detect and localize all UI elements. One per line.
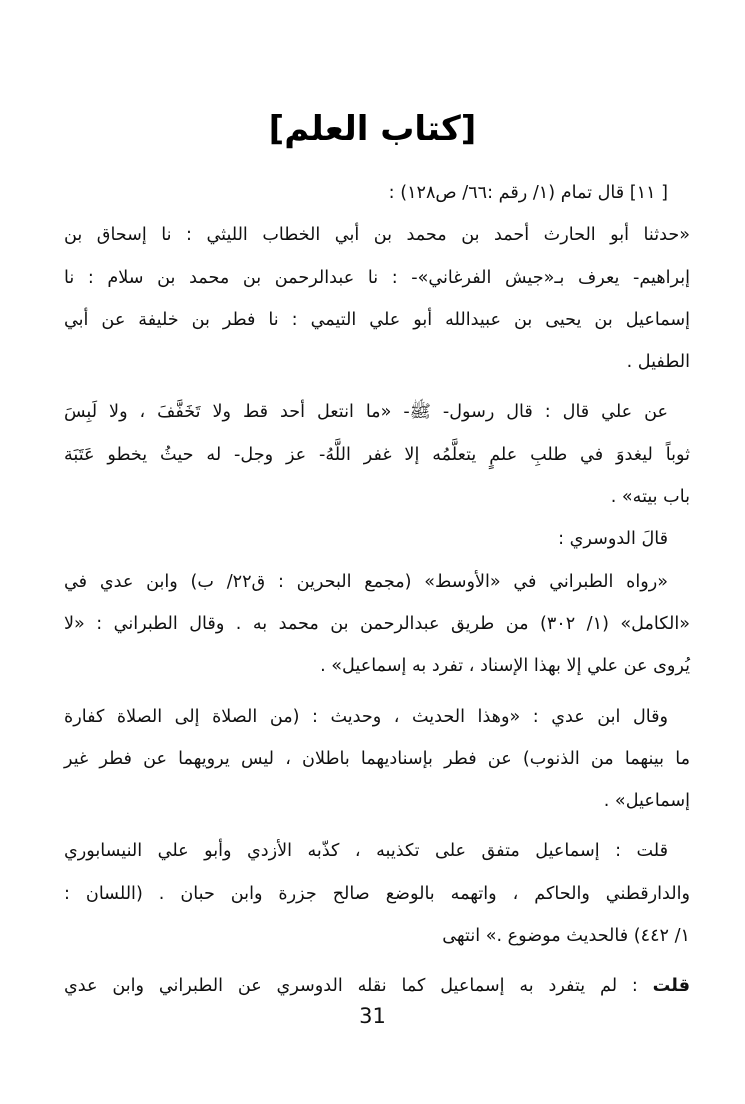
text-line: ما بينهما من الذنوب) عن فطر بإسناديهما باطلان ، ليس يرويهما عن فطر غير [64, 748, 690, 769]
paragraph-gap [64, 822, 690, 830]
text-line: «حدثنا أبو الحارث أحمد بن محمد بن أبي الخطاب الليثي : نا إسحاق بن [64, 225, 690, 246]
text-line: ١/ ٤٤٢) فالحديث موضوع .» انتهى [442, 926, 690, 947]
text-line: إسماعيل بن يحيى بن عبيدالله أبو علي التيمي : نا فطر بن خليفة عن أبي [64, 309, 690, 330]
grading-paragraph [64, 830, 690, 957]
dosari-header [64, 518, 690, 560]
note-lead-word: قلت [652, 976, 690, 997]
text-line: وقال ابن عدي : «وهذا الحديث ، وحديث : (من الصلاة إلى الصلاة كفارة [64, 706, 668, 727]
takhrij-paragraph [64, 561, 690, 688]
note-line-text: : لم يتفرد به إسماعيل كما نقله الدوسري عن الطبراني وابن عدي [64, 976, 653, 997]
isnad-paragraph [64, 214, 690, 383]
text-line: [ ١١] قال تمام (١/ رقم :٦٦/ ص١٢٨) : [388, 183, 668, 203]
text-line: يُروى عن علي إلا بهذا الإسناد ، تفرد به إسماعيل» . [320, 656, 690, 677]
text-line: «الكامل» (١/ ٣٠٢) من طريق عبدالرحمن بن محمد به . وقال الطبراني : «لا [64, 613, 690, 634]
page-number: 31 [359, 1004, 386, 1028]
text-line: ثوباً ليغدوَ في طلبِ علمٍ يتعلَّمُه إلا غفر اللَّهُ- عز وجل- له حيثُ يخطو عَتَبَة [64, 444, 690, 465]
text-line: قالَ الدوسري : [558, 529, 668, 550]
text-line: باب بيته» . [610, 487, 690, 508]
text-line: «رواه الطبراني في «الأوسط» (مجمع البحرين : ق٢٢/ ب) وابن عدي في [64, 571, 668, 592]
paragraph-gap [64, 957, 690, 965]
text-line: إسماعيل» . [603, 791, 690, 812]
paragraph-gap [64, 688, 690, 696]
text-line: قلت : إسماعيل متفق على تكذيبه ، كذّبه الأزدي وأبو علي النيسابوري [64, 841, 668, 862]
entry-header [64, 172, 690, 214]
text-line: والدارقطني والحاكم ، واتهمه بالوضع صالح جزرة وابن حبان . (اللسان : [64, 883, 690, 904]
text-line: الطفيل . [626, 352, 690, 373]
chapter-title: [كتاب العلم] [268, 109, 477, 149]
ibn-adi-paragraph [64, 696, 690, 823]
page-body [64, 172, 690, 1008]
hadith-paragraph [64, 391, 690, 518]
paragraph-gap [64, 383, 690, 391]
text-line: عن علي قال : قال رسول- ﷺ- «ما انتعل أحد قط ولا تَخَفَّفَ ، ولا لَبِسَ [64, 402, 668, 423]
text-line: إبراهيم- يعرف بـ«جيش الفرغاني»- : نا عبدالرحمن بن محمد بن سلام : نا [64, 267, 690, 288]
